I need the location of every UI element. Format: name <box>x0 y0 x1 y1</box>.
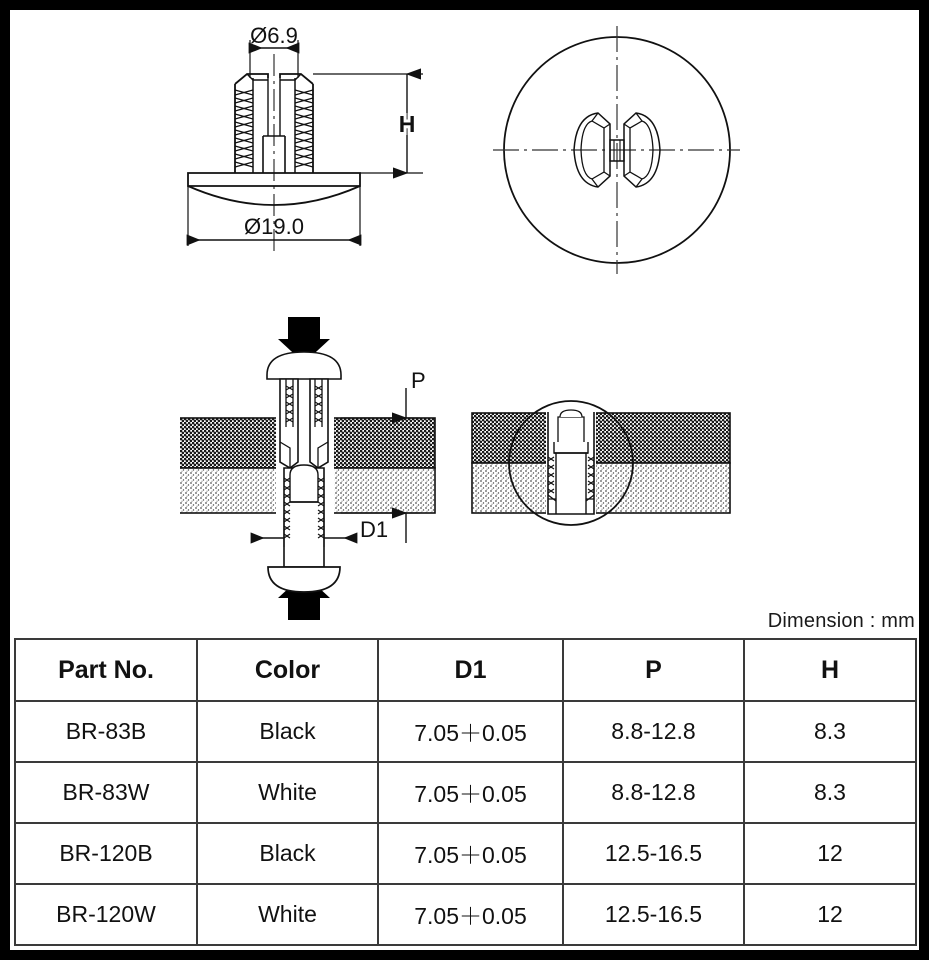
cell-color: Black <box>197 823 378 884</box>
installation-section-view <box>180 302 455 624</box>
table-row <box>15 762 916 823</box>
col-header-p: P <box>563 639 744 701</box>
cell-part-no: BR-83B <box>15 701 197 762</box>
cell-p: 8.8-12.8 <box>563 701 744 762</box>
cell-p: 12.5-16.5 <box>563 823 744 884</box>
panel-lower-installed <box>472 463 730 513</box>
cell-part-no: BR-120B <box>15 823 197 884</box>
spec-table <box>14 638 917 946</box>
table-header-row <box>15 639 916 701</box>
cell-d1: 7.05＋0.05 <box>378 823 563 884</box>
cell-h: 8.3 <box>744 701 916 762</box>
dim-shank-diameter: Ø6.9 <box>250 23 298 48</box>
table-row <box>15 823 916 884</box>
col-header-part-no: Part No. <box>15 639 197 701</box>
table-row <box>15 701 916 762</box>
cell-part-no: BR-83W <box>15 762 197 823</box>
col-header-color: Color <box>197 639 378 701</box>
cell-color: White <box>197 762 378 823</box>
cell-h: 12 <box>744 884 916 945</box>
cell-h: 12 <box>744 823 916 884</box>
cell-p: 12.5-16.5 <box>563 884 744 945</box>
cell-d1: 7.05＋0.05 <box>378 701 563 762</box>
cell-part-no: BR-120W <box>15 884 197 945</box>
panel-upper-installed <box>472 413 730 463</box>
dim-panel-thickness: P <box>411 368 426 393</box>
dim-height: H <box>398 111 416 137</box>
cell-d1: 7.05＋0.05 <box>378 884 563 945</box>
side-elevation-view <box>175 18 455 278</box>
top-plan-view <box>490 24 740 276</box>
dim-flange-diameter: Ø19.0 <box>244 214 304 239</box>
cell-d1: 7.05＋0.05 <box>378 762 563 823</box>
installed-detail-view <box>470 395 735 545</box>
cell-p: 8.8-12.8 <box>563 762 744 823</box>
table-row <box>15 884 916 945</box>
cell-h: 8.3 <box>744 762 916 823</box>
col-header-h: H <box>744 639 916 701</box>
col-header-d1: D1 <box>378 639 563 701</box>
cell-color: White <box>197 884 378 945</box>
dimension-unit-note: Dimension : mm <box>767 610 915 632</box>
cell-color: Black <box>197 701 378 762</box>
spec-table-container <box>14 638 915 946</box>
dim-hole-diameter: D1 <box>360 517 389 542</box>
